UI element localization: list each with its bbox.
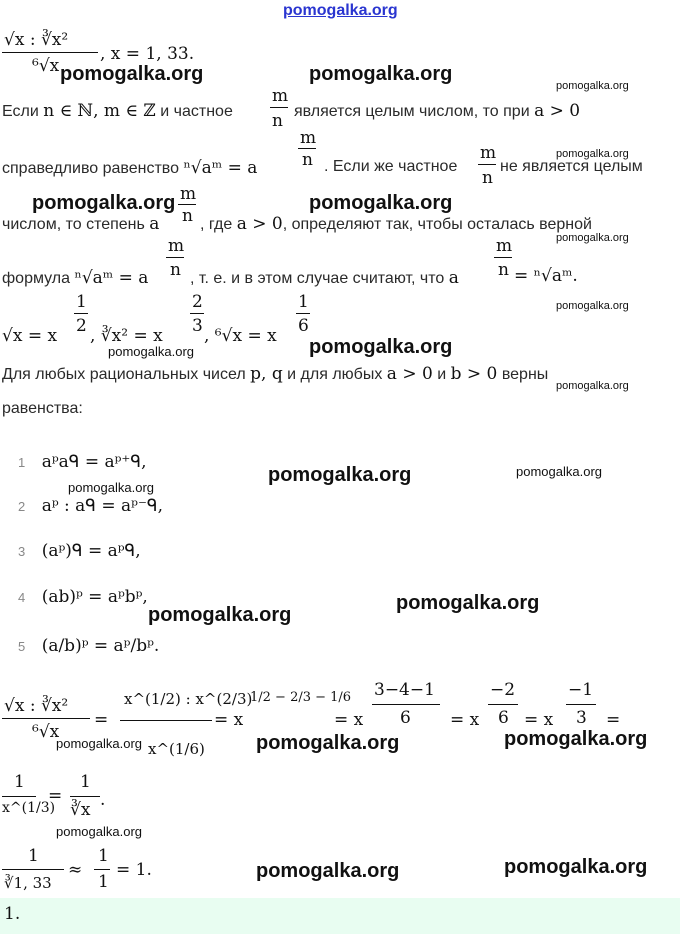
- answer-box: [0, 898, 680, 934]
- property-item: [18, 636, 159, 656]
- frac-bar: [120, 720, 212, 721]
- property-formula: (a/b)ᵖ = aᵖ/bᵖ.: [41, 636, 160, 656]
- theory-line2-end: не является целым: [500, 158, 643, 175]
- solution-exp4-num: −1: [568, 680, 594, 700]
- math: p, q: [250, 364, 283, 384]
- solution-approx: ≈: [68, 860, 83, 880]
- text: и для любых: [282, 366, 387, 383]
- watermark: pomogalka.org: [256, 860, 400, 882]
- theory-line2-mid: [324, 158, 457, 176]
- watermark: pomogalka.org: [60, 63, 204, 85]
- problem-numerator: √x : ∛x²: [4, 30, 69, 50]
- solution-n-num: 1: [28, 846, 39, 866]
- watermark: pomogalka.org: [148, 604, 292, 626]
- answer-value: 1.: [4, 904, 21, 924]
- exp-n: n: [302, 150, 313, 170]
- watermark: pomogalka.org: [309, 336, 453, 358]
- math: a > 0: [534, 101, 581, 121]
- exp-m: m: [168, 236, 185, 256]
- watermark-small: pomogalka.org: [556, 80, 629, 92]
- frac-bar: [298, 148, 316, 149]
- top-watermark-link[interactable]: pomogalka.org: [283, 2, 398, 19]
- frac-bar: [372, 704, 440, 705]
- math: a: [149, 214, 160, 234]
- solution-n-result: = 1.: [116, 860, 152, 880]
- solution-step5: =: [606, 710, 621, 730]
- solution-eq: =: [94, 710, 109, 730]
- solution-n2-num: 1: [98, 846, 109, 866]
- solution-n-den: ∛1, 33: [4, 874, 52, 892]
- property-number: 3: [18, 544, 26, 559]
- math: a > 0: [386, 364, 433, 384]
- solution-r2-den: ∛x: [70, 800, 91, 820]
- frac-bar: [70, 796, 100, 797]
- watermark: pomogalka.org: [32, 192, 176, 214]
- exp-m: m: [496, 236, 513, 256]
- text: . Если же частное: [324, 158, 458, 175]
- exp-num: 1: [76, 292, 87, 312]
- watermark: pomogalka.org: [504, 856, 648, 878]
- theory-line1-end: [294, 101, 580, 121]
- watermark: pomogalka.org: [504, 728, 648, 750]
- theory-line1: [2, 101, 233, 121]
- problem-condition: , x = 1, 33.: [100, 44, 195, 64]
- exp-num: 1: [298, 292, 309, 312]
- math: ⁿ√aᵐ = a: [74, 268, 149, 288]
- solution-lhs-den: ⁶√x: [32, 722, 60, 742]
- math: n ∈ ℕ, m ∈ ℤ: [43, 101, 156, 121]
- text: справедливо равенство: [2, 160, 184, 177]
- watermark-small: pomogalka.org: [108, 344, 194, 359]
- example-sqrt: √x = x: [2, 326, 58, 346]
- solution-r2-end: .: [100, 790, 106, 810]
- text: , определяют так, чтобы осталась верной: [282, 216, 592, 233]
- frac-bar: [190, 313, 204, 314]
- exp-n: n: [182, 206, 193, 226]
- frac-bar: [566, 704, 596, 705]
- text: Если: [2, 103, 44, 120]
- solution-step3: = x: [450, 710, 480, 730]
- solution-exp2-den: 6: [400, 708, 411, 728]
- exp-den: 2: [76, 316, 87, 336]
- solution-step4: = x: [524, 710, 554, 730]
- solution-r1-eq: =: [48, 786, 63, 806]
- solution-exp3-den: 6: [498, 708, 509, 728]
- property-formula: (aᵖ)ᑫ = aᵖᑫ,: [41, 541, 141, 561]
- solution-r1-num: 1: [14, 772, 25, 792]
- text: верны: [497, 366, 549, 383]
- solution-exp4-den: 3: [576, 708, 587, 728]
- exp-n: n: [498, 260, 509, 280]
- frac-bar: [178, 204, 196, 205]
- theory-line4-mid: [190, 268, 459, 288]
- property-item: [18, 541, 141, 561]
- exp-n: n: [170, 260, 181, 280]
- watermark-small: pomogalka.org: [556, 300, 629, 312]
- watermark-small: pomogalka.org: [556, 380, 629, 392]
- math: a: [448, 268, 459, 288]
- text: формула: [2, 270, 75, 287]
- solution-step2: = x: [334, 710, 364, 730]
- frac-bar: [494, 257, 512, 258]
- theory-line3: [2, 214, 159, 234]
- frac-bar: [478, 164, 496, 165]
- text: и частное: [155, 103, 233, 120]
- watermark: pomogalka.org: [309, 192, 453, 214]
- problem-denominator: ⁶√x: [32, 56, 60, 76]
- solution-step1: = x: [214, 710, 244, 730]
- watermark: pomogalka.org: [396, 592, 540, 614]
- frac-bar: [166, 257, 184, 258]
- theory-line4-end: = ⁿ√aᵐ.: [514, 266, 578, 286]
- math: a > 0: [236, 214, 283, 234]
- frac-bar: [488, 704, 518, 705]
- math: ⁿ√aᵐ = a: [183, 158, 258, 178]
- property-number: 4: [18, 590, 26, 605]
- theory-line4: [2, 268, 148, 288]
- property-item: [18, 452, 147, 472]
- frac-n: n: [272, 111, 283, 131]
- property-item: [18, 587, 148, 607]
- frac-bar: [2, 869, 64, 870]
- watermark-small: pomogalka.org: [556, 232, 629, 244]
- solution-lhs-num: √x : ∛x²: [4, 696, 69, 716]
- text: и: [432, 366, 451, 383]
- text: является целым числом, то при: [294, 103, 535, 120]
- frac-bar: [2, 718, 90, 719]
- example-sixth: , ⁶√x = x: [204, 326, 277, 346]
- solution-mid-den: x^(1/6): [148, 740, 205, 758]
- property-formula: (ab)ᵖ = aᵖbᵖ,: [41, 587, 148, 607]
- frac-bar: [296, 313, 310, 314]
- frac-bar: [94, 869, 110, 870]
- example-cbrt: , ∛x² = x: [90, 326, 163, 346]
- frac-m: m: [272, 86, 289, 106]
- frac-bar: [74, 313, 88, 314]
- watermark-small: pomogalka.org: [516, 464, 602, 479]
- solution-r1-den: x^(1/3): [2, 800, 56, 816]
- text: , где: [200, 216, 237, 233]
- solution-exp2-num: 3−4−1: [374, 680, 435, 700]
- exp-den: 6: [298, 316, 309, 336]
- watermark-small: pomogalka.org: [68, 480, 154, 495]
- property-formula: aᵖaᑫ = aᵖ⁺ᑫ,: [41, 452, 147, 472]
- watermark-small: pomogalka.org: [56, 736, 142, 751]
- text: числом, то степень: [2, 216, 150, 233]
- text: , т. е. и в этом случае считают, что: [190, 270, 449, 287]
- solution-mid-num: x^(1/2) : x^(2/3): [124, 690, 253, 708]
- exp-m: m: [180, 184, 197, 204]
- exp-m: m: [300, 128, 317, 148]
- solution-exp3-num: −2: [490, 680, 516, 700]
- math: b > 0: [450, 364, 498, 384]
- theory-line3-end: [200, 214, 592, 234]
- watermark: pomogalka.org: [268, 464, 412, 486]
- text: Для любых рациональных чисел: [2, 366, 251, 383]
- property-number: 1: [18, 455, 26, 470]
- theory-line2: [2, 158, 257, 178]
- frac-n: n: [482, 168, 493, 188]
- watermark: pomogalka.org: [256, 732, 400, 754]
- solution-r2-num: 1: [80, 772, 91, 792]
- solution-exp1: 1/2 − 2/3 − 1/6: [250, 690, 352, 705]
- rational-line2: равенства:: [2, 400, 83, 417]
- solution-n2-den: 1: [98, 872, 109, 892]
- frac-bar: [2, 796, 36, 797]
- watermark-small: pomogalka.org: [56, 824, 142, 839]
- exp-num: 2: [192, 292, 203, 312]
- frac-m: m: [480, 143, 497, 163]
- property-item: [18, 496, 163, 516]
- property-formula: aᵖ : aᑫ = aᵖ⁻ᑫ,: [41, 496, 164, 516]
- property-number: 5: [18, 639, 26, 654]
- frac-bar: [270, 107, 288, 108]
- watermark-small: pomogalka.org: [556, 148, 629, 160]
- property-number: 2: [18, 499, 26, 514]
- rational-line: [2, 364, 548, 384]
- watermark: pomogalka.org: [309, 63, 453, 85]
- exp-den: 3: [192, 316, 203, 336]
- problem-fraction-bar: [2, 52, 98, 53]
